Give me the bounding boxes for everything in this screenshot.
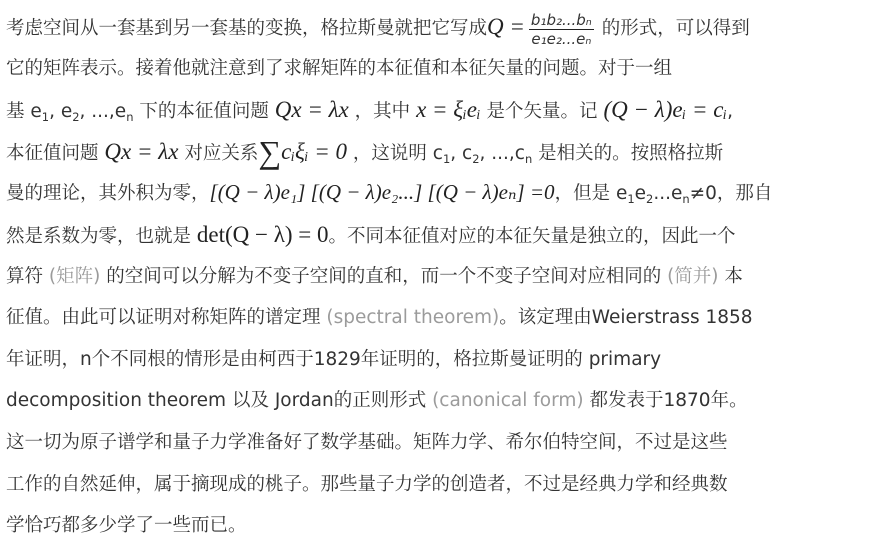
subscript: n [126,110,134,125]
text-run: decomposition theorem 以及 Jordan的正则形式 [6,390,433,412]
text-run: , e [49,101,73,123]
annotation-spectral-theorem: (spectral theorem) [326,307,500,329]
formula-vector: x = ξᵢeᵢ [416,97,481,123]
text-run: ，但是 e [554,183,628,205]
text-run: 曼的理论，其外积为零， [6,183,210,205]
formula-lhs: Q = [487,14,525,39]
text-line-13 [6,505,871,547]
text-run: 征值。由此可以证明对称矩阵的谱定理 [6,307,327,329]
text-run: 本 [718,265,743,287]
text-run: , ...,e [79,101,127,123]
annotation-matrix: (矩阵) [48,265,101,287]
text-line-5 [6,172,871,214]
text-run: e [634,183,647,205]
text-run: 是个矢量。记 [486,101,598,123]
subscript: 1 [627,192,635,207]
subscript: n [682,192,690,207]
text-run: 基 e [6,101,42,123]
annotation-canonical-form: (canonical form) [432,390,584,412]
text-run: 考虑空间从一套基到另一套基的变换，格拉斯曼就把它写成 [6,18,488,39]
text-run: 的空间可以分解为不变子空间的直和，而一个不变子空间对应相同的 [100,265,668,287]
text-line-10 [6,380,871,422]
text-run: 。该定理由Weierstrass 1858 [499,307,753,329]
text-run: 学恰巧都多少学了一些而已。 [6,515,247,537]
subscript: 1 [442,151,451,166]
text-run: 年证明，n个不同根的情形是由柯西于1829年证明的，格拉斯曼证明的 primary [6,348,662,370]
text-run: 然是系数为零，也就是 [6,225,192,247]
text-run: , ...,c [479,142,525,164]
text-run: 都发表于1870年。 [583,390,748,412]
text-run: 的形式，可以得到 [601,18,750,39]
text-line-12 [6,464,871,506]
text-run: ...e [653,183,683,205]
text-line-3 [6,89,871,131]
subscript: 2 [472,151,480,166]
formula-ci-definition: (Q − λ)eᵢ = cᵢ [603,97,728,123]
formula-sum: cᵢξᵢ = 0 [281,138,347,164]
text-line-6 [6,214,871,256]
text-run: 是相关的。按照格拉斯 [532,142,724,164]
text-run: , [727,101,733,123]
text-run: 本征值问题 [6,142,99,164]
text-run: 下的本征值问题 [133,101,269,123]
subscript: n [524,151,533,166]
text-run: ≠0，那自 [689,183,773,205]
text-line-8 [6,297,871,339]
text-line-4 [6,131,871,173]
formula-fraction [529,11,594,48]
annotation-degenerate: (简并) [667,265,719,287]
fraction-denominator: e₁e₂...eₙ [531,29,592,48]
text-line-1 [6,6,871,48]
subscript: 2 [72,110,80,125]
text-line-9 [6,339,871,381]
text-run: 工作的自然延伸，属于摘现成的桃子。那些量子力学的创造者，不过是经典力学和经典数 [6,473,728,495]
formula-determinant: det(Q − λ) = 0 [196,221,329,247]
summation-symbol: ∑ [258,133,282,170]
subscript: 1 [41,110,50,125]
text-line-11 [6,422,871,464]
text-run: 算符 [6,265,49,287]
formula-eigen-equation: Qx = λx [104,138,179,164]
text-run: 它的矩阵表示。接着他就注意到了求解矩阵的本征值和本征矢量的问题。对于一组 [6,57,673,79]
text-run: ，其中 [354,101,411,123]
fraction-numerator: b₁b₂...bₙ [530,10,592,29]
text-run: , c [450,142,473,164]
text-line-2 [6,48,871,90]
text-run: ，这说明 c [352,142,443,164]
text-run: 这一切为原子谱学和量子力学准备好了数学基础。矩阵力学、希尔伯特空间，不过是这些 [6,431,728,453]
text-run: 。不同本征值对应的本征矢量是独立的，因此一个 [328,225,736,247]
formula-exterior-product: [(Q − λ)e₁] [(Q − λ)e₂...] [(Q − λ)eₙ] =0 [209,180,555,205]
subscript: 2 [646,192,654,207]
formula-eigen-equation: Qx = λx [274,97,349,123]
text-line-7 [6,256,871,298]
text-run: 对应关系 [184,142,259,164]
